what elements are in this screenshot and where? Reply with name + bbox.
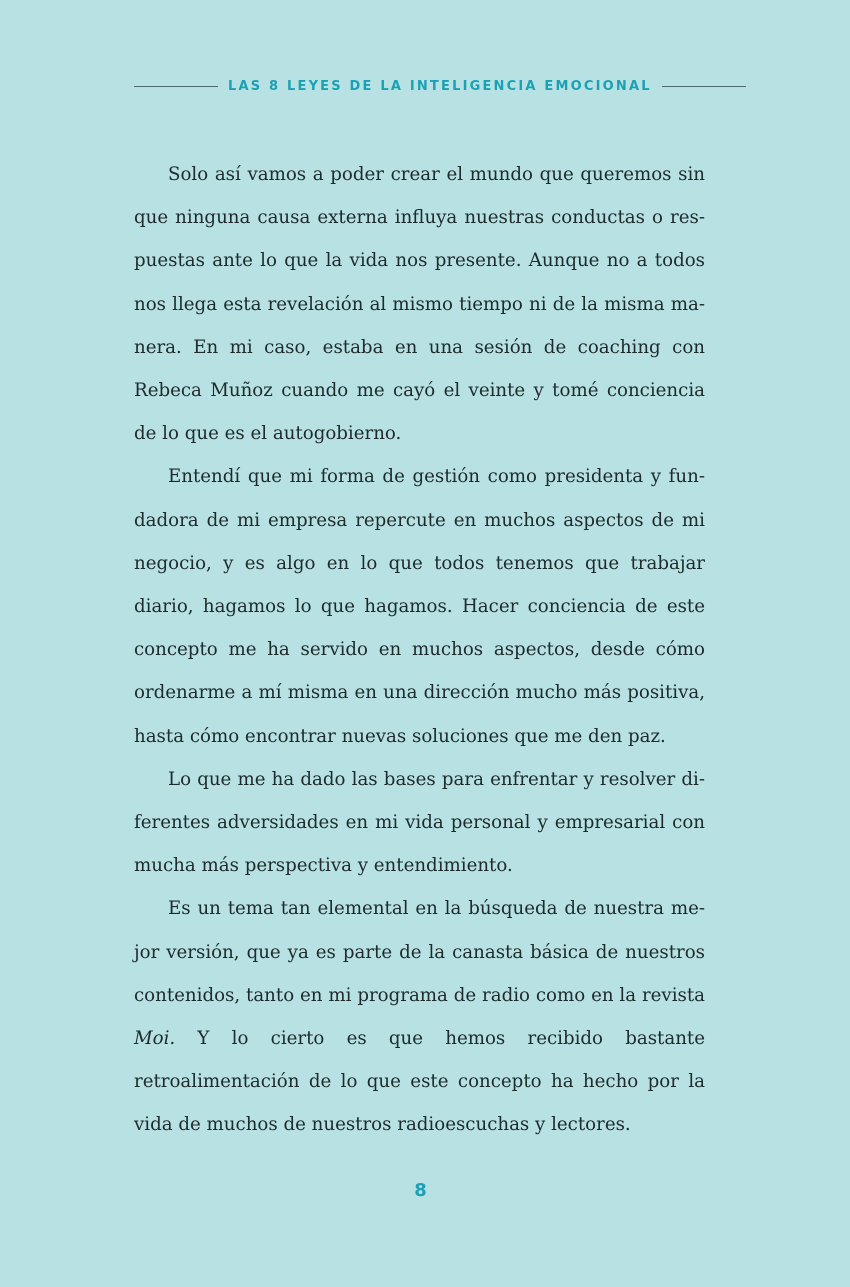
paragraph-4 xyxy=(134,887,705,1146)
header-rule-right xyxy=(662,86,746,87)
header-rule-left xyxy=(134,86,218,87)
paragraph-3: Lo que me ha dado las bases para enfrentar y resolver diferentes adversidades en mi vida personal y empresarial con mucha más perspectiva y entendimiento. xyxy=(134,768,705,877)
running-header-title: LAS 8 LEYES DE LA INTELIGENCIA EMOCIONAL xyxy=(228,78,652,94)
magazine-title: Moi. xyxy=(134,1028,176,1050)
paragraph-1: Solo así vamos a poder crear el mundo que queremos sin que ninguna causa externa influya nuestras conductas o respuestas ante lo que la vida nos presente. Aunque no a todos nos llega esta revelación al mismo tiempo ni de la misma manera. En mi caso, estaba en una sesión de coaching con Rebeca Muñoz cuando me cayó el veinte y tomé conciencia de lo que es el autogobierno. xyxy=(134,164,705,445)
paragraph-4-text-end: Y lo cierto es que hemos recibido bastante retroalimentación de lo que este concepto ha hecho por la vida de muchos de nuestros radioescuchas y lectores. xyxy=(134,1028,705,1136)
paragraph-2: Entendí que mi forma de gestión como presidenta y fundadora de mi empresa repercute en muchos aspectos de mi negocio, y es algo en lo que todos tenemos que trabajar diario, hagamos lo que hagamos. Hacer conciencia de este concepto me ha servido en muchos aspectos, desde cómo ordenarme a mí misma en una dirección mucho más positiva, hasta cómo encontrar nuevas soluciones que me den paz. xyxy=(134,466,705,747)
paragraph-4-text-start: Es un tema tan elemental en la búsqueda de nuestra mejor versión, que ya es parte de la canasta básica de nuestros contenidos, tanto en mi programa de radio como en la revista xyxy=(134,898,705,1006)
body-text xyxy=(134,153,705,1147)
page-number: 8 xyxy=(414,1180,427,1201)
running-header xyxy=(134,74,705,98)
